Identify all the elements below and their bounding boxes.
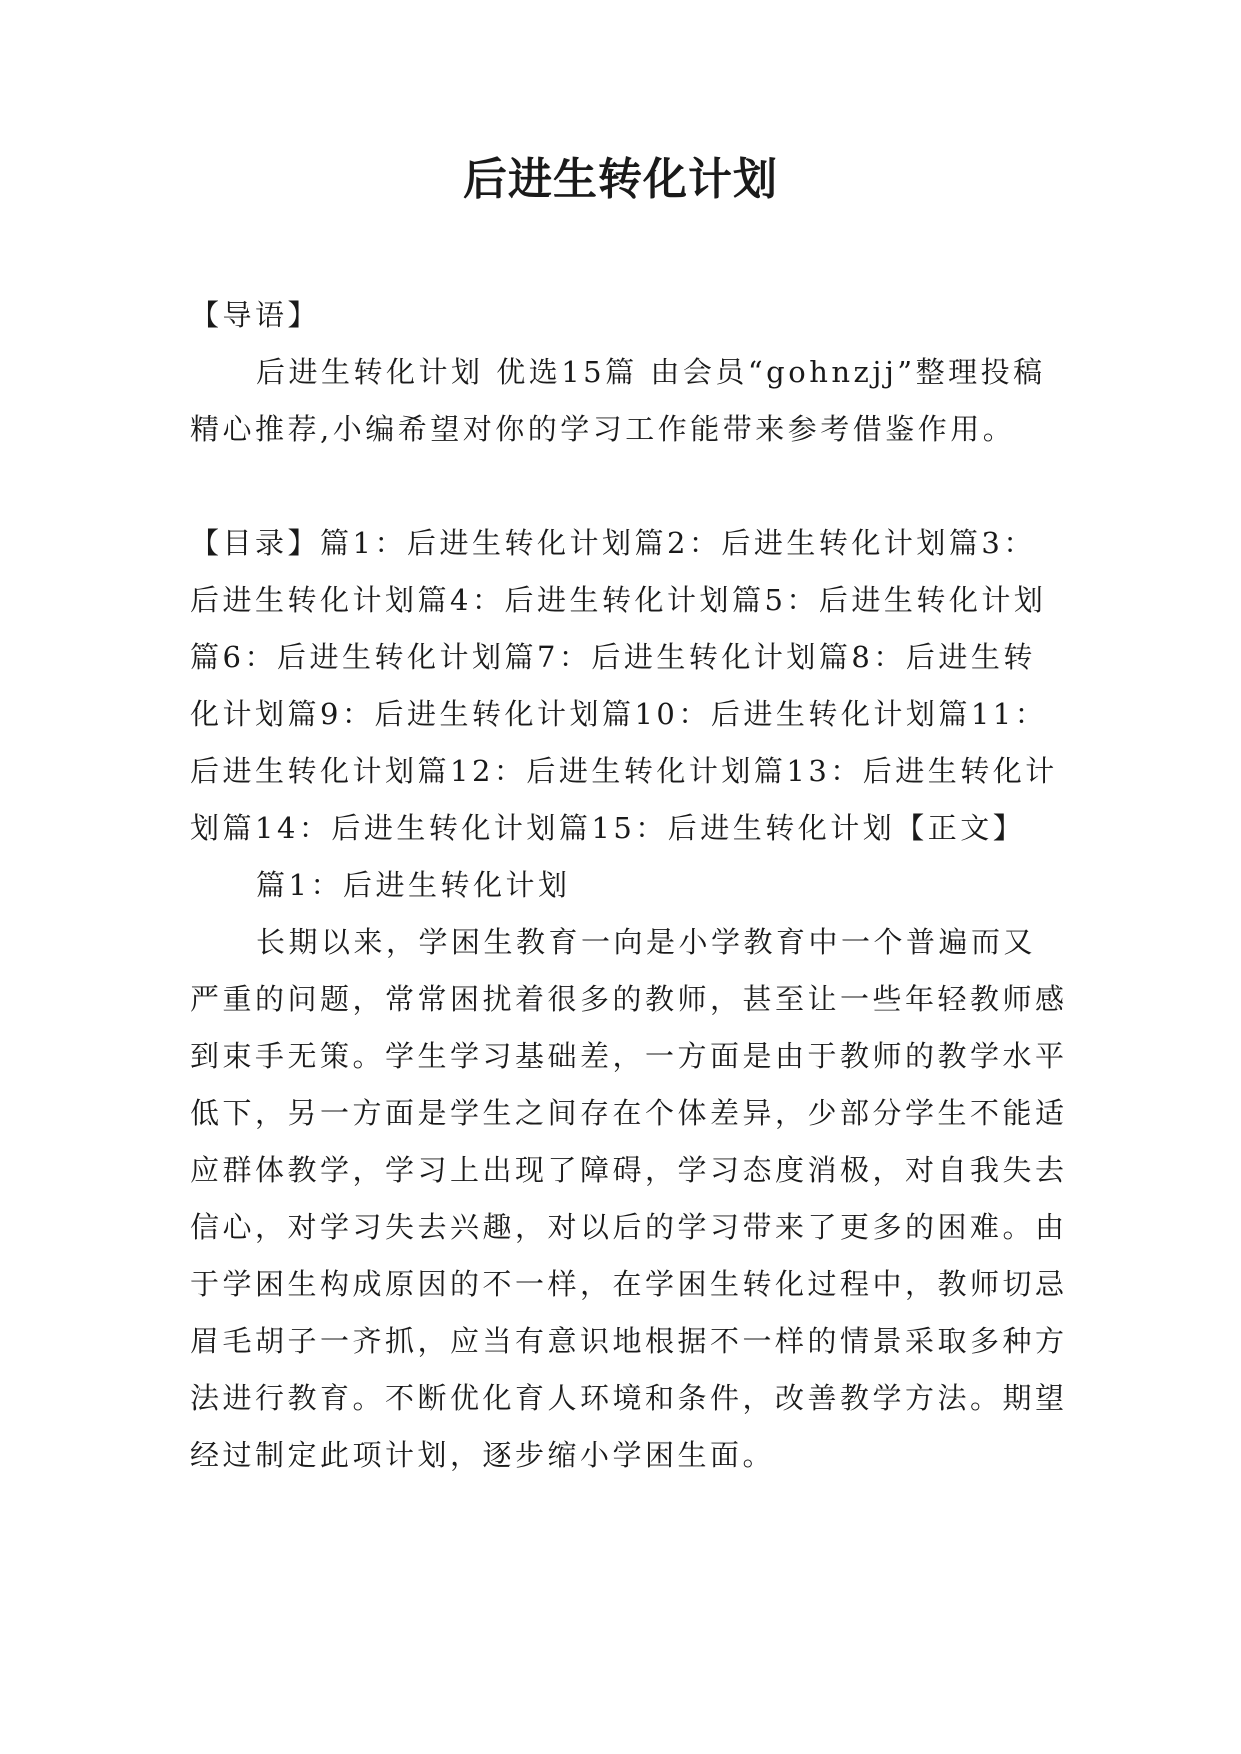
document-title: 后进生转化计划 [463, 154, 778, 205]
intro-heading: 【导语】 [190, 298, 321, 332]
document-body [190, 287, 1068, 1484]
body-paragraph: 长期以来，学困生教育一向是小学教育中一个普遍而又严重的问题，常常困扰着很多的教师，甚至让一些年轻教师感到束手无策。学生学习基础差，一方面是由于教师的教学水平低下，另一方面是学生之间存在个体差异，少部分学生不能适应群体教学，学习上出现了障碍，学习态度消极，对自我失去信心，对学习失去兴趣，对以后的学习带来了更多的困难。由于学困生构成原因的不一样，在学困生转化过程中，教师切忌眉毛胡子一齐抓，应当有意识地根据不一样的情景采取多种方法进行教育。不断优化育人环境和条件，改善教学方法。期望经过制定此项计划，逐步缩小学困生面。 [190, 925, 1068, 1472]
section-heading: 篇1：后进生转化计划 [256, 868, 571, 902]
intro-paragraph: 后进生转化计划 优选15篇 由会员“gohnzjj”整理投稿精心推荐,小编希望对你的学习工作能带来参考借鉴作用。 [190, 355, 1046, 446]
table-of-contents: 【目录】篇1：后进生转化计划篇2：后进生转化计划篇3：后进生转化计划篇4：后进生转化计划篇5：后进生转化计划篇6：后进生转化计划篇7：后进生转化计划篇8：后进生转化计划篇9：后进生转化计划篇10：后进生转化计划篇11：后进生转化计划篇12：后进生转化计划篇13：后进生转化计划篇14：后进生转化计划篇15：后进生转化计划【正文】 [190, 526, 1058, 845]
